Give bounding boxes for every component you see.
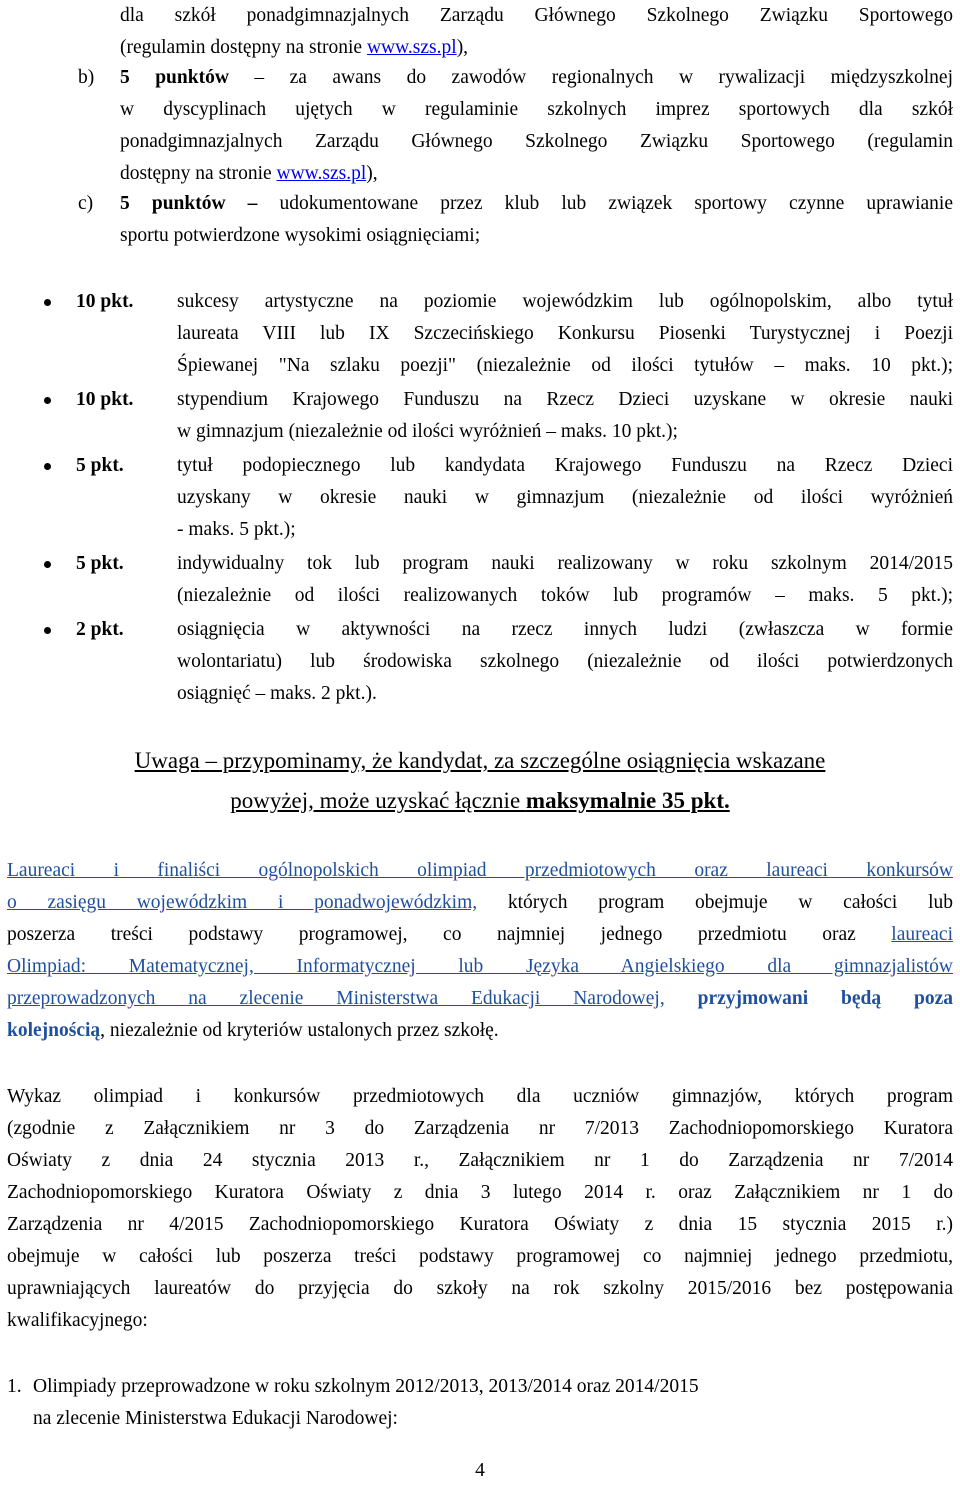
bullet-icon [44,397,51,404]
laureaci-highlight: Laureaci i finaliści ogólnopolskich olimpiad przedmiotowych oraz laureaci konkursów [7,860,953,881]
szs-link[interactable]: www.szs.pl [276,163,367,184]
item-c-label: c) [78,193,94,214]
szs-link[interactable]: www.szs.pl [366,37,457,58]
uwaga-heading: Uwaga – przypominamy, że kandydat, za szczególne osiągnięcia wskazane [134,748,826,773]
points-value: 5 pkt. [76,455,124,476]
laureaci-paragraph: Laureaci i finaliści ogólnopolskich olimpiad przedmiotowych oraz laureaci konkursów o zasięgu wojewódzkim i ponadwojewódzkim, których program obejmuje w całości lub poszerza treści podstawy programowej, co najmniej jednego przedmiotu oraz laureaci Olimpiad: Matematycznej, Informatycznej lub Języka Angielskiego dla gimnazjalistów przeprowadzonych na zlecenie Ministerstwa Edukacji Narodowej, przyjmowani będą poza kolejnością, niezależnie od kryteriów ustalonych przez szkołę. [7,855,953,1047]
list-item: Olimpiady przeprowadzone w roku szkolnym 2012/2013, 2013/2014 oraz 2014/2015 na zlecenie Ministerstwa Edukacji Narodowej: [33,1376,699,1429]
points-value: 10 pkt. [76,291,134,312]
item-a-line-1: dla szkół ponadgimnazjalnych Zarządu Głównego Szkolnego Związku Sportowego [120,5,953,26]
max-points: maksymalnie 35 pkt. [525,788,730,813]
uwaga-note-line-1 [0,745,960,777]
bullet-icon [44,561,51,568]
item-c-points: 5 punktów – [120,193,258,214]
bullet-item-text: sukcesy artystyczne na poziomie wojewódzkim lub ogólnopolskim, albo tytuł laureata VIII lub IX Szczecińskiego Konkursu Piosenki Turystycznej i Poezji Śpiewanej "Na szlaku poezji" (niezależnie od ilości tytułów – maks. 10 pkt.); [177,291,953,376]
item-b-text: 5 punktów – za awans do zawodów regionalnych w rywalizacji międzyszkolnej w dyscyplinach ujętych w regulaminie szkolnych imprez sportowych dla szkół ponadgimnazjalnych Zarządu Głównego Szkolnego Związku Sportowego (regulamin dostępny na stronie www.szs.pl), [120,67,953,184]
item-b-label: b) [78,67,95,88]
item-a-continuation [120,0,953,64]
wykaz-paragraph: Wykaz olimpiad i konkursów przedmiotowych dla uczniów gimnazjów, których program (zgodnie z Załącznikiem nr 3 do Zarządzenia nr 7/2013 Zachodniopomorskiego Kuratora Oświaty z dnia 24 stycznia 2013 r., Załącznikiem nr 1 do Zarządzenia nr 7/2014 Zachodniopomorskiego Kuratora Oświaty z dnia 3 lutego 2014 r. oraz Załącznikiem nr 1 do Zarządzenia nr 4/2015 Zachodniopomorskiego Kuratora Oświaty z dnia 15 stycznia 2015 r.) obejmuje w całości lub poszerza treści podstawy programowej co najmniej jednego przedmiotu, uprawniających laureatów do przyjęcia do szkoły na rok szkolny 2015/2016 bez postępowania kwalifikacyjnego: [7,1086,953,1331]
points-value: 2 pkt. [76,619,124,640]
bullet-icon [44,627,51,634]
item-a-line-2: (regulamin dostępny na stronie www.szs.pl), [120,37,469,58]
bullet-item-text: indywidualny tok lub program nauki realizowany w roku szkolnym 2014/2015 (niezależnie od ilości realizowanych toków lub programów – maks. 5 pkt.); [177,553,953,606]
bullet-icon [44,463,51,470]
points-value: 10 pkt. [76,389,134,410]
bullet-icon [44,299,51,306]
points-value: 5 pkt. [76,553,124,574]
item-c-text: 5 punktów – udokumentowane przez klub lub związek sportowy czynne uprawianie sportu potwierdzone wysokimi osiągnięciami; [120,193,953,246]
uwaga-note-line-2: powyżej, może uzyskać łącznie maksymalnie 35 pkt. [230,788,730,813]
bullet-item-text: osiągnięcia w aktywności na rzecz innych ludzi (zwłaszcza w formie wolontariatu) lub środowiska szkolnego (niezależnie od ilości potwierdzonych osiągnięć – maks. 2 pkt.). [177,619,953,704]
page-number: 4 [475,1460,485,1481]
list-item-number: 1. [7,1376,22,1397]
bullet-item-text: stypendium Krajowego Funduszu na Rzecz Dzieci uzyskane w okresie nauki w gimnazjum (niezależnie od ilości wyróżnień – maks. 10 pkt.); [177,389,953,442]
item-b-points: 5 punktów [120,67,229,88]
bullet-item-text: tytuł podopiecznego lub kandydata Krajowego Funduszu na Rzecz Dzieci uzyskany w okresie nauki w gimnazjum (niezależnie od ilości wyróżnień - maks. 5 pkt.); [177,455,953,540]
